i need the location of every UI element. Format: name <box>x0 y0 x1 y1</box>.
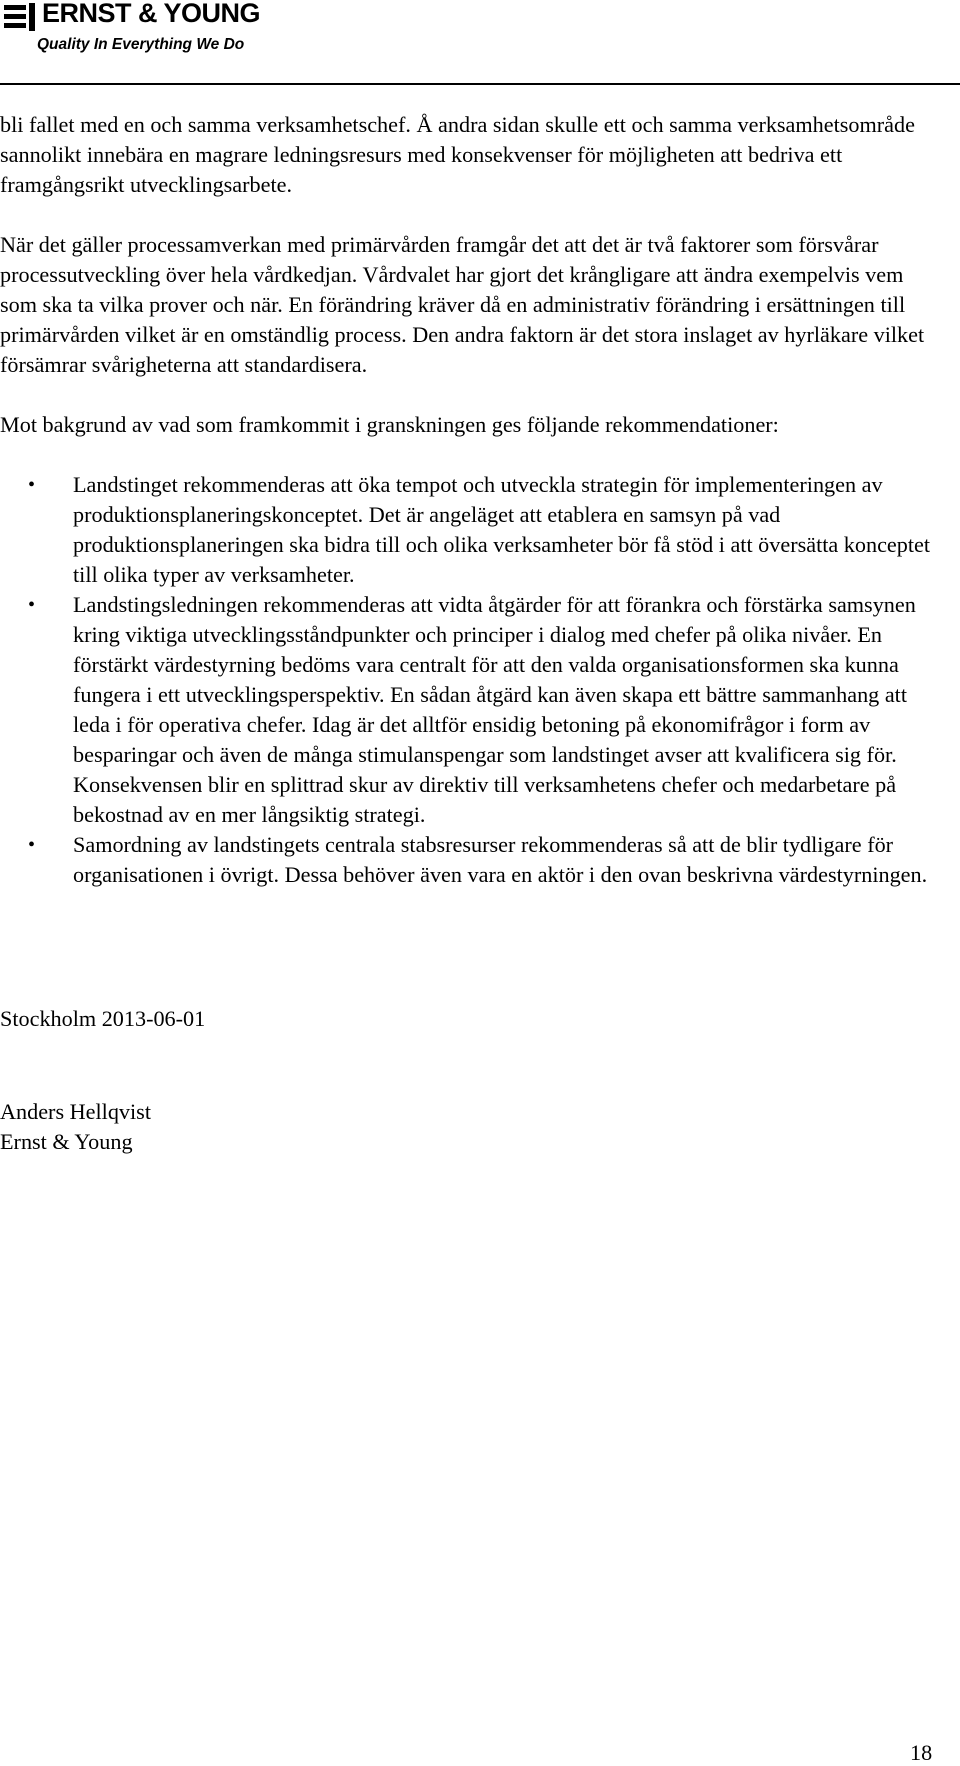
company-logo-name: ERNST & YOUNG <box>42 0 261 28</box>
document-body <box>0 110 960 890</box>
list-item-text: Landstinget rekommenderas att öka tempot och utveckla strategin för implementeringen av produktionsplaneringskonceptet. Det är angeläget att etablera en samsyn på vad produktionsplaneringen ska bidra till och olika verksamheter bör få stöd i att översätta konceptet till olika typer av verksamheter. <box>73 472 931 587</box>
recommendation-list <box>0 470 960 890</box>
ey-logo-icon <box>4 3 38 36</box>
signer-organization: Ernst & Young <box>0 1129 133 1154</box>
list-item <box>0 830 948 890</box>
paragraph-2: När det gäller processamverkan med primärvården framgår det att det är två faktorer som försvårar processutveckling över hela vårdkedjan. Vårdvalet har gjort det krångligare att ändra exempelvis vem som ska ta vilka prover och när. En förändring kräver då en administrativ förändring i ersättningen till primärvården vilket är en omständlig process. Den andra faktorn är det stora inslaget av hyrläkare vilket försämrar svårigheterna att standardisera. <box>0 232 925 377</box>
signer-name: Anders Hellqvist <box>0 1099 151 1124</box>
paragraph-1: bli fallet med en och samma verksamhetschef. Å andra sidan skulle ett och samma verksamhetsområde sannolikt innebära en magrare ledningsresurs med konsekvenser för möjligheten att bedriva ett framgångsrikt utvecklingsarbete. <box>0 112 915 197</box>
bullet-icon: • <box>28 594 36 616</box>
bullet-icon: • <box>28 834 36 856</box>
letterhead <box>0 0 340 64</box>
list-item <box>0 470 948 590</box>
signature-block <box>0 1097 151 1157</box>
list-item-text: Landstingsledningen rekommenderas att vidta åtgärder för att förankra och förstärka samsynen kring viktiga utvecklingsståndpunkter och principer i dialog med chefer på olika nivåer. En förstärkt värdestyrning bedöms vara centralt för att den valda organisationsformen ska kunna fungera i ett utvecklingsperspektiv. En sådan åtgärd kan även skapa ett bättre sammanhang att leda i för operativa chefer. Idag är det alltför ensidig betoning på ekonomifrågor i form av besparingar och även de många stimulanspengar som landstinget avser att kvalificera sig för. Konsekvensen blir en splittrad skur av direktiv till verksamhetens chefer och medarbetare på bekostnad av en mer långsiktig strategi. <box>73 592 916 827</box>
place-and-date: Stockholm 2013-06-01 <box>0 1006 206 1031</box>
paragraph-3: Mot bakgrund av vad som framkommit i granskningen ges följande rekommendationer: <box>0 412 779 437</box>
page-number: 18 <box>910 1740 933 1765</box>
list-item-text: Samordning av landstingets centrala stabsresurser rekommenderas så att de blir tydligare för organisationen i övrigt. Dessa behöver även vara en aktör i den ovan beskrivna värdestyrningen. <box>73 832 928 887</box>
bullet-icon: • <box>28 474 36 496</box>
header-divider <box>0 83 960 85</box>
company-tagline: Quality In Everything We Do <box>37 36 245 53</box>
list-item <box>0 590 948 830</box>
